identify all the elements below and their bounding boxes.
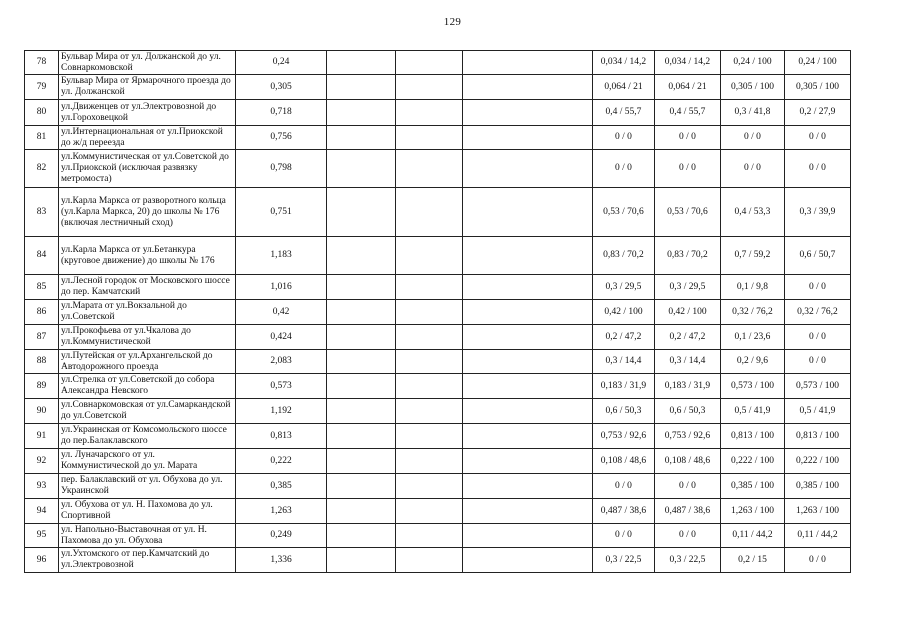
empty-cell [327, 150, 396, 188]
value-cell: 0,11 / 44,2 [721, 524, 785, 548]
value-cell: 0,183 / 31,9 [655, 374, 721, 399]
value-cell: 0,813 / 100 [721, 424, 785, 449]
empty-cell [396, 424, 463, 449]
value-cell: 0,83 / 70,2 [593, 237, 655, 275]
empty-cell [327, 449, 396, 474]
value-cell: 0,813 / 100 [785, 424, 851, 449]
road-section-name: ул.Движенцев от ул.Электровозной до ул.Гороховецкой [59, 100, 236, 126]
value-cell: 0,3 / 41,8 [721, 100, 785, 126]
table-row [25, 474, 851, 499]
road-length: 1,192 [236, 399, 327, 424]
empty-cell [327, 399, 396, 424]
table-row [25, 51, 851, 75]
road-length: 0,718 [236, 100, 327, 126]
value-cell: 0,305 / 100 [721, 75, 785, 100]
table-row [25, 524, 851, 548]
empty-cell [396, 100, 463, 126]
page-number: 129 [443, 16, 462, 28]
empty-cell [327, 374, 396, 399]
empty-cell [396, 51, 463, 75]
value-cell: 0,3 / 29,5 [655, 275, 721, 300]
value-cell: 0,064 / 21 [655, 75, 721, 100]
empty-cell [463, 100, 593, 126]
road-section-name: ул. Луначарского от ул. Коммунистической до ул. Марата [59, 449, 236, 474]
road-length: 0,249 [236, 524, 327, 548]
road-section-name: ул. Обухова от ул. Н. Пахомова до ул. Спортивной [59, 499, 236, 524]
row-number: 86 [25, 300, 59, 325]
road-section-name: ул.Стрелка от ул.Советской до собора Александра Невского [59, 374, 236, 399]
empty-cell [327, 300, 396, 325]
table-row [25, 350, 851, 374]
value-cell: 0 / 0 [721, 126, 785, 150]
empty-cell [327, 424, 396, 449]
empty-cell [396, 325, 463, 350]
value-cell: 0,5 / 41,9 [721, 399, 785, 424]
value-cell: 0,2 / 15 [721, 548, 785, 573]
value-cell: 0 / 0 [655, 524, 721, 548]
empty-cell [463, 325, 593, 350]
row-number: 82 [25, 150, 59, 188]
empty-cell [463, 275, 593, 300]
road-section-name: ул.Карла Маркса от разворотного кольца (ул.Карла Маркса, 20) до школы № 176 (включая лестничный сход) [59, 188, 236, 237]
row-number: 84 [25, 237, 59, 275]
road-length: 0,42 [236, 300, 327, 325]
empty-cell [396, 374, 463, 399]
empty-cell [327, 100, 396, 126]
empty-cell [396, 150, 463, 188]
value-cell: 0,53 / 70,6 [655, 188, 721, 237]
road-section-name: Бульвар Мира от Ярмарочного проезда до ул. Должанской [59, 75, 236, 100]
value-cell: 0 / 0 [593, 150, 655, 188]
value-cell: 0,222 / 100 [785, 449, 851, 474]
value-cell: 0,24 / 100 [785, 51, 851, 75]
value-cell: 1,263 / 100 [785, 499, 851, 524]
value-cell: 0,385 / 100 [785, 474, 851, 499]
road-length: 0,305 [236, 75, 327, 100]
table-row [25, 126, 851, 150]
road-length: 0,798 [236, 150, 327, 188]
road-length: 2,083 [236, 350, 327, 374]
value-cell: 0,6 / 50,3 [655, 399, 721, 424]
empty-cell [327, 126, 396, 150]
empty-cell [463, 51, 593, 75]
empty-cell [327, 548, 396, 573]
table-row [25, 325, 851, 350]
value-cell: 0,573 / 100 [785, 374, 851, 399]
table-row [25, 449, 851, 474]
road-section-name: ул.Интернациональная от ул.Приокской до ж/д переезда [59, 126, 236, 150]
empty-cell [463, 424, 593, 449]
road-section-name: ул.Ухтомского от пер.Камчатский до ул.Электровозной [59, 548, 236, 573]
value-cell: 0,753 / 92,6 [593, 424, 655, 449]
value-cell: 0 / 0 [785, 150, 851, 188]
empty-cell [396, 350, 463, 374]
road-section-name: ул.Прокофьева от ул.Чкалова до ул.Коммунистической [59, 325, 236, 350]
value-cell: 0,3 / 14,4 [593, 350, 655, 374]
empty-cell [396, 237, 463, 275]
value-cell: 0 / 0 [785, 350, 851, 374]
empty-cell [463, 474, 593, 499]
value-cell: 0 / 0 [593, 474, 655, 499]
road-section-name: ул.Украинская от Комсомольского шоссе до пер.Балаклавского [59, 424, 236, 449]
value-cell: 0 / 0 [785, 325, 851, 350]
value-cell: 0,5 / 41,9 [785, 399, 851, 424]
road-length: 0,756 [236, 126, 327, 150]
empty-cell [396, 449, 463, 474]
empty-cell [463, 399, 593, 424]
row-number: 96 [25, 548, 59, 573]
value-cell: 0,3 / 22,5 [593, 548, 655, 573]
row-number: 83 [25, 188, 59, 237]
value-cell: 0,753 / 92,6 [655, 424, 721, 449]
value-cell: 0 / 0 [655, 150, 721, 188]
table-row [25, 75, 851, 100]
row-number: 90 [25, 399, 59, 424]
table-row [25, 424, 851, 449]
value-cell: 0,385 / 100 [721, 474, 785, 499]
empty-cell [463, 75, 593, 100]
road-length: 0,813 [236, 424, 327, 449]
empty-cell [463, 449, 593, 474]
value-cell: 0 / 0 [785, 548, 851, 573]
row-number: 78 [25, 51, 59, 75]
empty-cell [463, 237, 593, 275]
empty-cell [463, 150, 593, 188]
road-section-name: ул. Напольно-Выставочная от ул. Н. Пахомова до ул. Обухова [59, 524, 236, 548]
table-row [25, 548, 851, 573]
empty-cell [396, 275, 463, 300]
row-number: 93 [25, 474, 59, 499]
value-cell: 0 / 0 [785, 275, 851, 300]
empty-cell [327, 51, 396, 75]
row-number: 80 [25, 100, 59, 126]
value-cell: 0,4 / 55,7 [655, 100, 721, 126]
road-section-name: ул.Марата от ул.Вокзальной до ул.Советской [59, 300, 236, 325]
empty-cell [327, 237, 396, 275]
empty-cell [327, 275, 396, 300]
row-number: 85 [25, 275, 59, 300]
table-body [25, 51, 851, 573]
row-number: 88 [25, 350, 59, 374]
road-length: 1,016 [236, 275, 327, 300]
road-length: 0,751 [236, 188, 327, 237]
road-section-name: Бульвар Мира от ул. Должанской до ул. Совнаркомовской [59, 51, 236, 75]
value-cell: 0,42 / 100 [655, 300, 721, 325]
value-cell: 0,3 / 14,4 [655, 350, 721, 374]
table-row [25, 150, 851, 188]
empty-cell [396, 75, 463, 100]
value-cell: 0,1 / 9,8 [721, 275, 785, 300]
value-cell: 0,2 / 9,6 [721, 350, 785, 374]
empty-cell [396, 499, 463, 524]
table-row [25, 499, 851, 524]
value-cell: 0,064 / 21 [593, 75, 655, 100]
value-cell: 0,24 / 100 [721, 51, 785, 75]
table-row [25, 275, 851, 300]
table-row [25, 399, 851, 424]
road-table [24, 50, 851, 573]
value-cell: 0,034 / 14,2 [655, 51, 721, 75]
value-cell: 0,11 / 44,2 [785, 524, 851, 548]
value-cell: 0,108 / 48,6 [593, 449, 655, 474]
value-cell: 1,263 / 100 [721, 499, 785, 524]
row-number: 79 [25, 75, 59, 100]
value-cell: 0,108 / 48,6 [655, 449, 721, 474]
empty-cell [327, 325, 396, 350]
empty-cell [396, 188, 463, 237]
value-cell: 0 / 0 [593, 126, 655, 150]
table-row [25, 237, 851, 275]
row-number: 92 [25, 449, 59, 474]
road-length: 1,183 [236, 237, 327, 275]
empty-cell [327, 499, 396, 524]
empty-cell [396, 524, 463, 548]
value-cell: 0 / 0 [721, 150, 785, 188]
row-number: 94 [25, 499, 59, 524]
value-cell: 0,4 / 55,7 [593, 100, 655, 126]
value-cell: 0 / 0 [655, 474, 721, 499]
table-row [25, 100, 851, 126]
road-section-name: ул.Лесной городок от Московского шоссе до пер. Камчатский [59, 275, 236, 300]
road-length: 1,263 [236, 499, 327, 524]
road-length: 1,336 [236, 548, 327, 573]
empty-cell [463, 188, 593, 237]
road-length: 0,222 [236, 449, 327, 474]
empty-cell [327, 75, 396, 100]
value-cell: 0,6 / 50,3 [593, 399, 655, 424]
row-number: 91 [25, 424, 59, 449]
value-cell: 0,32 / 76,2 [721, 300, 785, 325]
empty-cell [327, 474, 396, 499]
road-length: 0,424 [236, 325, 327, 350]
value-cell: 0,2 / 47,2 [593, 325, 655, 350]
value-cell: 0,7 / 59,2 [721, 237, 785, 275]
table-row [25, 300, 851, 325]
empty-cell [396, 399, 463, 424]
empty-cell [327, 524, 396, 548]
empty-cell [396, 548, 463, 573]
road-section-name: ул.Путейская от ул.Архангельской до Автодорожного проезда [59, 350, 236, 374]
value-cell: 0,2 / 47,2 [655, 325, 721, 350]
value-cell: 0,222 / 100 [721, 449, 785, 474]
empty-cell [327, 350, 396, 374]
value-cell: 0,183 / 31,9 [593, 374, 655, 399]
empty-cell [463, 350, 593, 374]
value-cell: 0,1 / 23,6 [721, 325, 785, 350]
value-cell: 0 / 0 [655, 126, 721, 150]
empty-cell [463, 524, 593, 548]
value-cell: 0,034 / 14,2 [593, 51, 655, 75]
value-cell: 0,3 / 29,5 [593, 275, 655, 300]
value-cell: 0,53 / 70,6 [593, 188, 655, 237]
road-section-name: ул.Карла Маркса от ул.Бетанкура (круговое движение) до школы № 176 [59, 237, 236, 275]
empty-cell [396, 300, 463, 325]
value-cell: 0,3 / 22,5 [655, 548, 721, 573]
value-cell: 0,6 / 50,7 [785, 237, 851, 275]
empty-cell [463, 300, 593, 325]
value-cell: 0,487 / 38,6 [655, 499, 721, 524]
road-length: 0,24 [236, 51, 327, 75]
value-cell: 0,487 / 38,6 [593, 499, 655, 524]
value-cell: 0 / 0 [785, 126, 851, 150]
value-cell: 0,305 / 100 [785, 75, 851, 100]
row-number: 87 [25, 325, 59, 350]
table-row [25, 188, 851, 237]
empty-cell [463, 126, 593, 150]
empty-cell [463, 548, 593, 573]
empty-cell [463, 374, 593, 399]
empty-cell [396, 126, 463, 150]
row-number: 95 [25, 524, 59, 548]
road-length: 0,573 [236, 374, 327, 399]
value-cell: 0,83 / 70,2 [655, 237, 721, 275]
value-cell: 0,3 / 39,9 [785, 188, 851, 237]
value-cell: 0,2 / 27,9 [785, 100, 851, 126]
row-number: 89 [25, 374, 59, 399]
road-section-name: пер. Балаклавский от ул. Обухова до ул. Украинской [59, 474, 236, 499]
value-cell: 0,42 / 100 [593, 300, 655, 325]
value-cell: 0,32 / 76,2 [785, 300, 851, 325]
row-number: 81 [25, 126, 59, 150]
table-row [25, 374, 851, 399]
road-section-name: ул.Совнаркомовская от ул.Самаркандской до ул.Советской [59, 399, 236, 424]
value-cell: 0,573 / 100 [721, 374, 785, 399]
value-cell: 0 / 0 [593, 524, 655, 548]
road-length: 0,385 [236, 474, 327, 499]
value-cell: 0,4 / 53,3 [721, 188, 785, 237]
empty-cell [327, 188, 396, 237]
road-section-name: ул.Коммунистическая от ул.Советской до ул.Приокской (исключая развязку метромоста) [59, 150, 236, 188]
empty-cell [463, 499, 593, 524]
empty-cell [396, 474, 463, 499]
